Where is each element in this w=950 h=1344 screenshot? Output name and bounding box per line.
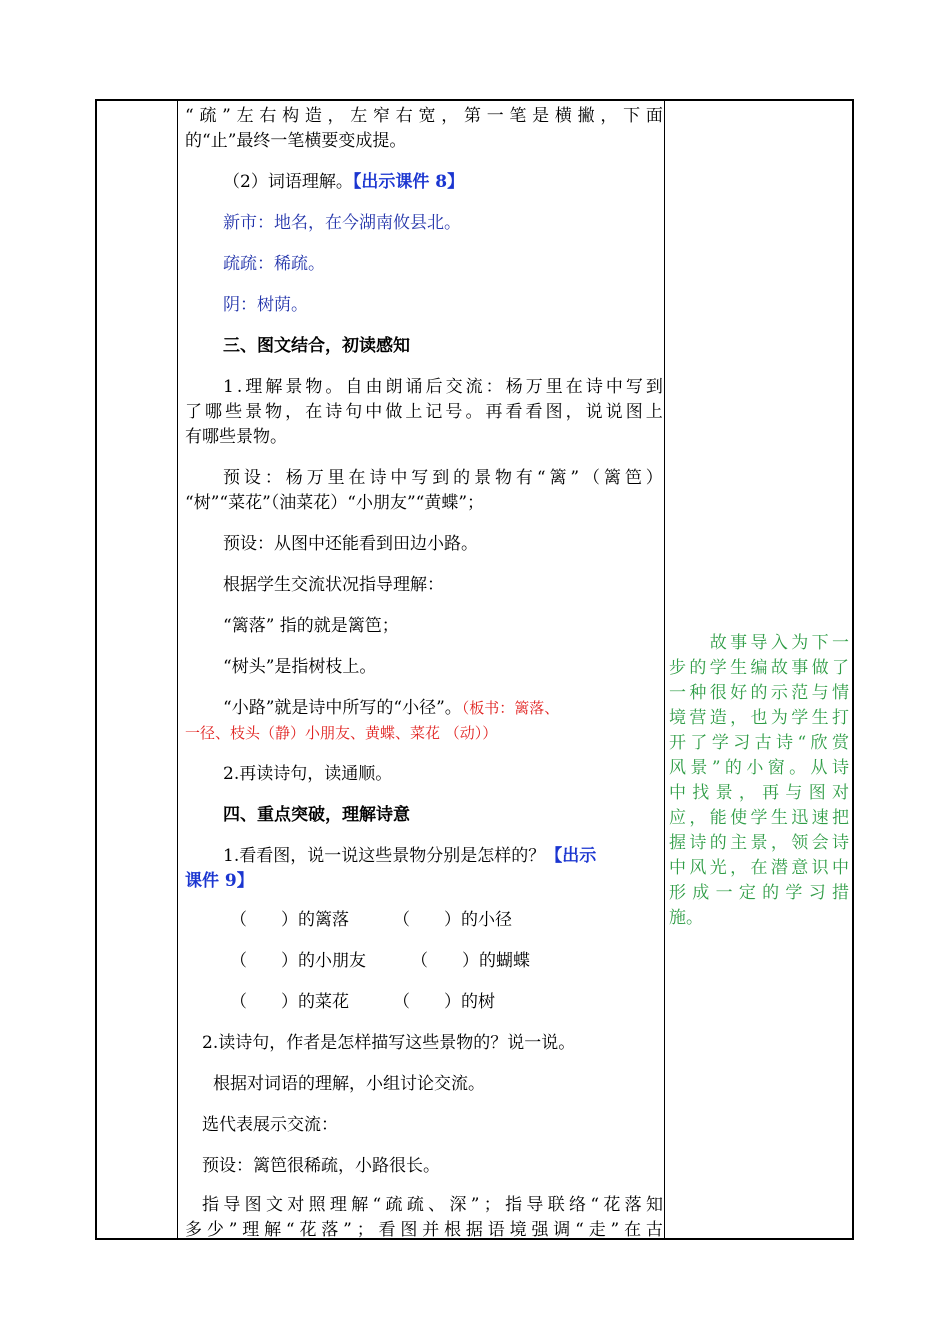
paragraph-preset1-line1: 预 设 ： 杨 万 里 在 诗 中 写 到 的 景 物 有 “ 篱 ” （ 篱 笆 ） — [223, 468, 663, 488]
paragraph-liluo: “篱落” 指的就是篱笆； — [223, 616, 399, 636]
blank-xiaopengyou: （ ）的小朋友 — [230, 951, 366, 971]
paragraph-how-describe: 2.读诗句，作者是怎样描写这些景物的？说一说。 — [202, 1033, 576, 1053]
paragraph-stroke-rule-line2: 的“止”最终一笔横要变成提。 — [185, 131, 407, 151]
paragraph-look-picture-line1 — [223, 844, 701, 869]
note-line: 中 找 景 ， 再 与 图 对 — [669, 783, 849, 803]
lesson-table — [95, 99, 854, 1240]
note-line: 握 诗 的 主 景 ， 领 会 诗 — [669, 833, 849, 853]
paragraph-stroke-rule-line1: “ 疏 ” 左 右 构 造 ， 左 窄 右 宽 ， 第 一 笔 是 横 撇 ， 下 面 — [185, 106, 663, 126]
xiaolu-text: “小路”就是诗中所写的“小径”。 — [223, 698, 462, 718]
note-line: 一 种 很 好 的 示 范 与 情 — [669, 683, 849, 703]
note-line: 境 营 造 ， 也 为 学 生 打 — [669, 708, 849, 728]
courseware-8-link: 【出示课件 8】 — [352, 172, 465, 192]
note-line: 应 ， 能 使 学 生 迅 速 把 — [669, 808, 849, 828]
look-picture-text: 1.看看图，说一说这些景物分别是怎样的？ — [223, 846, 546, 866]
section-heading-3: 三、图文结合，初读感知 — [223, 336, 410, 356]
paragraph-shutou: “树头”是指树枝上。 — [223, 657, 377, 677]
paragraph-reread: 2.再读诗句，读通顺。 — [223, 764, 393, 784]
courseware-9-link-part2: 课件 9】 — [185, 871, 254, 891]
paragraph-preset1-line2: “树”“菜花”（油菜花）“小朋友”“黄蝶”； — [185, 493, 485, 513]
paragraph-guide-line2: 多 少 ” 理 解 “ 花 落 ” ； 看 图 并 根 据 语 境 强 调 “ 走 ” 在 古 — [185, 1220, 663, 1240]
blackboard-note-part2: 一径、枝头（静）小朋友、黄蝶、菜花 （动）） — [185, 724, 498, 742]
word-understanding-text: （2）词语理解。 — [223, 172, 353, 192]
blackboard-note-part1: （板书：篱落、 — [461, 699, 560, 717]
note-line: 故 事 导 入 为 下 一 — [709, 633, 849, 653]
blank-shu: （ ）的树 — [393, 992, 495, 1012]
courseware-9-link-part1: 【出示 — [545, 846, 597, 866]
note-line: 中 风 光 ， 在 潜 意 识 中 — [669, 858, 849, 878]
definition-xinshi: 新市：地名，在今湖南攸县北。 — [223, 213, 461, 233]
paragraph-group-discuss: 根据对词语的理解，小组讨论交流。 — [213, 1074, 485, 1094]
column-divider-left — [177, 101, 178, 1238]
paragraph-scenery-line3: 有哪些景物。 — [185, 427, 287, 447]
definition-yin: 阴：树荫。 — [223, 295, 308, 315]
paragraph-xiaolu-line1 — [223, 696, 701, 721]
paragraph-guidance: 根据学生交流状况指导理解： — [223, 575, 444, 595]
note-line: 步 的 学 生 编 故 事 做 了 — [669, 658, 849, 678]
blank-xiaojing: （ ）的小径 — [393, 910, 512, 930]
blank-hudie: （ ）的蝴蝶 — [411, 951, 530, 971]
paragraph-scenery-line2: 了 哪 些 景 物 ， 在 诗 句 中 做 上 记 号 。 再 看 看 图 ， 说 说 图 上 — [185, 402, 663, 422]
paragraph-preset3: 预设：篱笆很稀疏，小路很长。 — [202, 1156, 440, 1176]
blank-caihua: （ ）的菜花 — [230, 992, 349, 1012]
word-understanding-line — [223, 170, 701, 195]
paragraph-scenery-line1: 1 . 理 解 景 物 。 自 由 朗 诵 后 交 流 ： 杨 万 里 在 诗 中 写 到 — [223, 377, 663, 397]
paragraph-guide-line1: 指 导 图 文 对 照 理 解 “ 疏 疏 、 深 ” ； 指 导 联 络 “ 花 落 知 — [202, 1195, 663, 1215]
note-line: 风 景 ” 的 小 窗 。 从 诗 — [669, 758, 849, 778]
design-intent-note — [669, 631, 849, 931]
paragraph-preset2: 预设：从图中还能看到田边小路。 — [223, 534, 478, 554]
note-line: 形 成 一 定 的 学 习 措 — [669, 883, 849, 903]
definition-shushu: 疏疏：稀疏。 — [223, 254, 325, 274]
blank-liluo: （ ）的篱落 — [230, 910, 349, 930]
section-heading-4: 四、重点突破，理解诗意 — [223, 805, 410, 825]
paragraph-representatives: 选代表展示交流： — [202, 1115, 338, 1135]
note-line: 施。 — [669, 908, 703, 928]
note-line: 开 了 学 习 古 诗 “ 欣 赏 — [669, 733, 849, 753]
